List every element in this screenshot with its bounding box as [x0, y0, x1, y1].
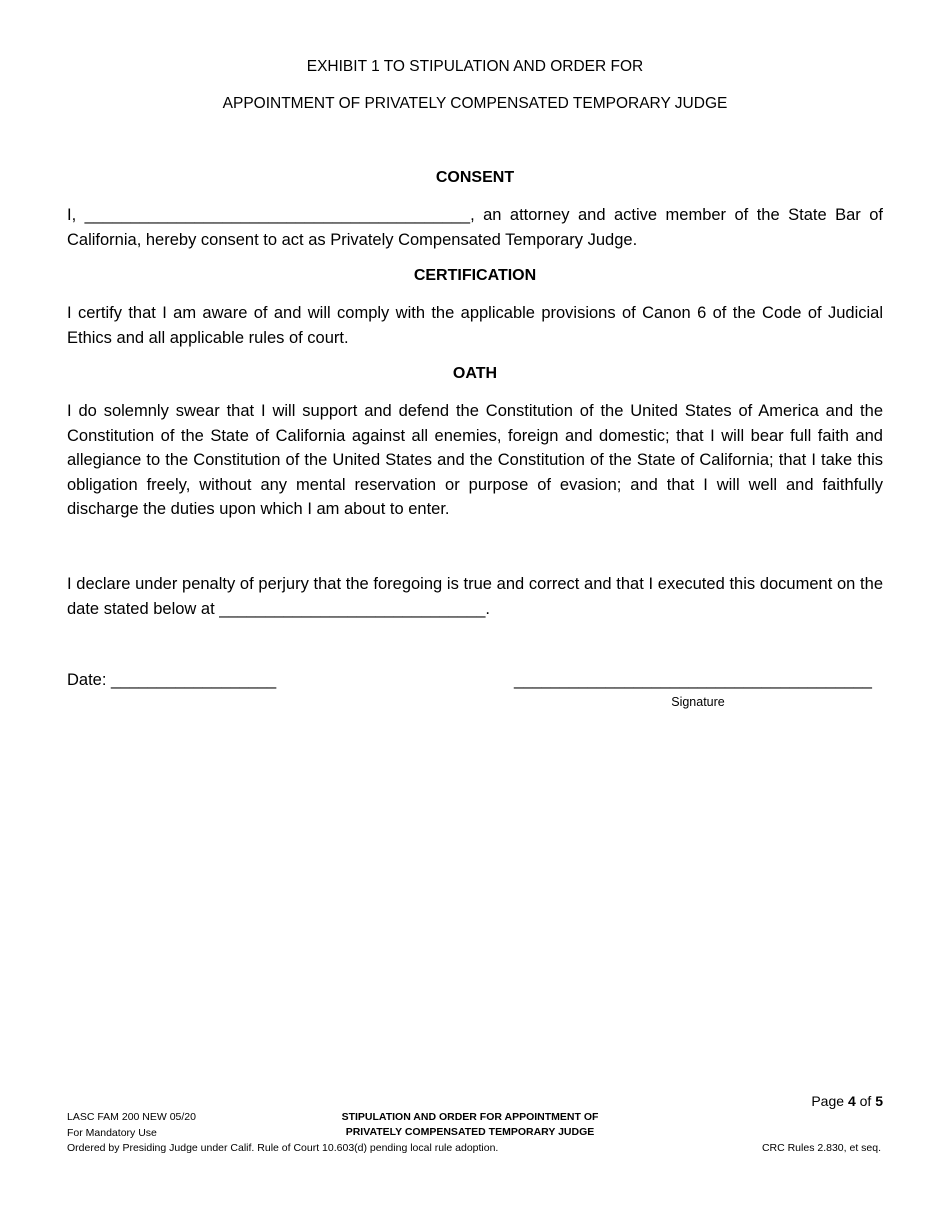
signature-line[interactable]: _______________________________________ — [514, 671, 872, 689]
footer-mandatory: For Mandatory Use — [67, 1127, 157, 1139]
consent-paragraph — [67, 203, 883, 252]
date-field — [67, 671, 276, 690]
footer-center-line2: PRIVATELY COMPENSATED TEMPORARY JUDGE — [345, 1126, 595, 1138]
page-prefix: Page — [811, 1093, 845, 1109]
footer-center-line1: STIPULATION AND ORDER FOR APPOINTMENT OF — [341, 1111, 599, 1123]
footer-form-id: LASC FAM 200 NEW 05/20 — [67, 1111, 196, 1123]
consent-body: , an attorney and active member of the State Bar of California, hereby consent to act as Privately Compensated Temporary Judge. — [67, 206, 883, 249]
oath-paragraph: I do solemnly swear that I will support and defend the Constitution of the United States of America and the Constitution of the State of California against all enemies, foreign and domestic; that I will bear full faith and allegiance to the Constitution of the United States and the Constitution of the State of California; that I take this obligation freely, without any mental reservation or purpose of evasion; and that I will well and faithfully discharge the duties upon which I am about to enter. — [67, 402, 883, 519]
signature-label: Signature — [671, 695, 725, 709]
footer-ordered-by: Ordered by Presiding Judge under Calif. Rule of Court 10.603(d) pending local rule adoption. — [67, 1142, 499, 1154]
page-total: 5 — [875, 1093, 883, 1109]
oath-heading: OATH — [452, 365, 498, 382]
page-of: of — [859, 1093, 872, 1109]
page-number — [811, 1093, 883, 1109]
page-current: 4 — [847, 1093, 856, 1109]
exhibit-title-line1: EXHIBIT 1 TO STIPULATION AND ORDER FOR — [306, 58, 644, 75]
declaration-suffix: . — [485, 599, 490, 618]
declaration-paragraph — [67, 572, 883, 621]
execution-location-blank[interactable]: _____________________________ — [219, 599, 486, 618]
certification-paragraph: I certify that I am aware of and will comply with the applicable provisions of Canon 6 of the Code of Judicial Ethics and all applicable rules of court. — [67, 304, 883, 347]
consent-heading: CONSENT — [435, 169, 515, 186]
date-blank[interactable]: __________________ — [111, 671, 277, 689]
certification-heading: CERTIFICATION — [413, 267, 537, 284]
declaration-body: I declare under penalty of perjury that the foregoing is true and correct and that I executed this document on the date stated below at — [67, 575, 883, 618]
consent-prefix: I, — [67, 206, 77, 224]
attorney-name-blank[interactable]: __________________________________________ — [84, 206, 471, 224]
footer-rules: CRC Rules 2.830, et seq. — [761, 1142, 881, 1154]
exhibit-title-line2: APPOINTMENT OF PRIVATELY COMPENSATED TEMPORARY JUDGE — [222, 95, 728, 112]
date-label: Date: — [67, 671, 107, 689]
